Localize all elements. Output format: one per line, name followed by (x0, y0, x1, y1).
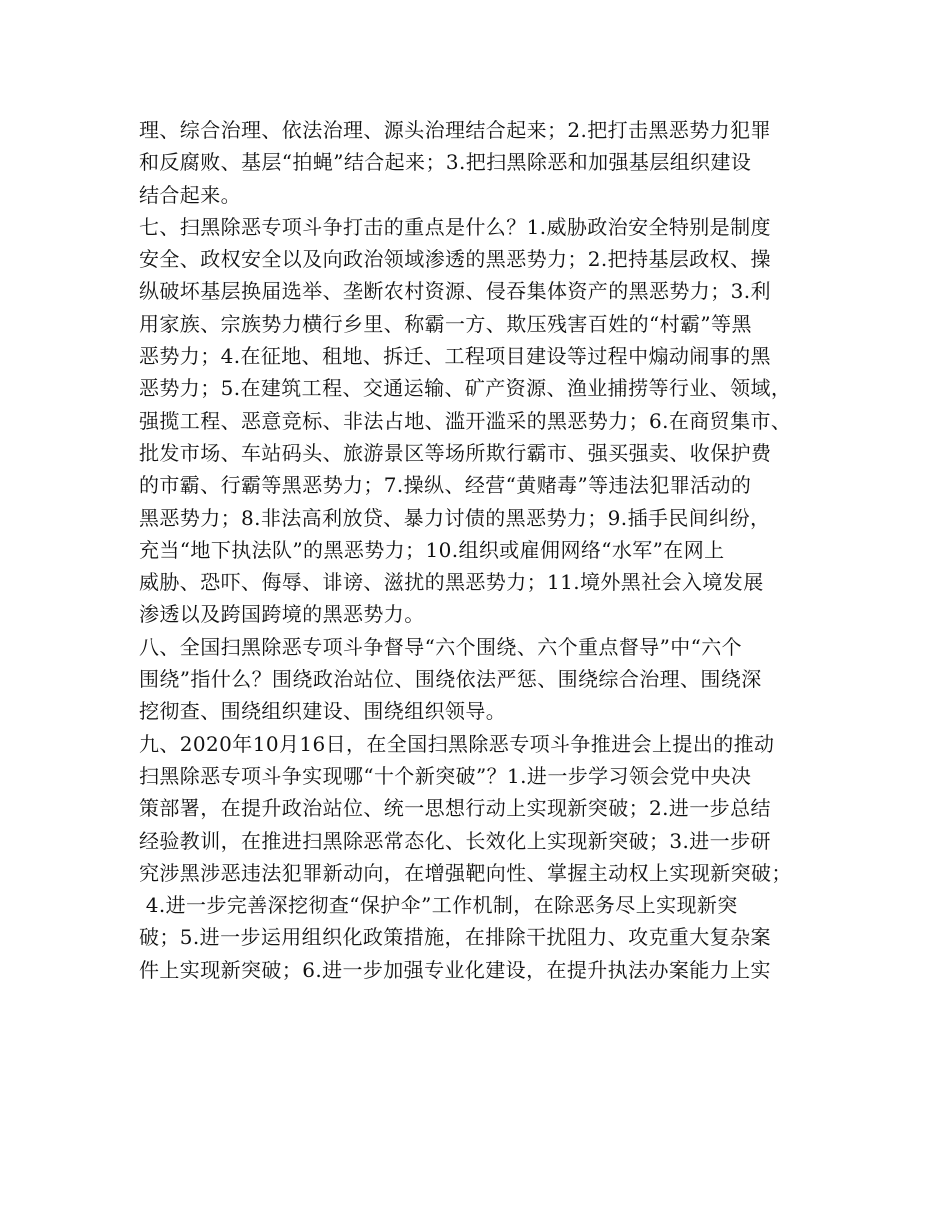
text-line: 安全、政权安全以及向政治领域渗透的黑恶势力；2.把持基层政权、操 (139, 247, 771, 272)
text-line: 和反腐败、基层“拍蝇”结合起来；3.把扫黑除恶和加强基层组织建设 (139, 150, 752, 175)
document-body (139, 114, 829, 986)
text-line: 九、2020年10月16日，在全国扫黑除恶专项斗争推进会上提出的推动 (139, 731, 775, 756)
text-line: 充当“地下执法队”的黑恶势力；10.组织或雇佣网络“水军”在网上 (139, 537, 725, 562)
text-line: 经验教训，在推进扫黑除恶常态化、长效化上实现新突破；3.进一步研 (139, 828, 771, 853)
text-line: 策部署，在提升政治站位、统一思想行动上实现新突破；2.进一步总结 (139, 796, 771, 821)
text-line: 批发市场、车站码头、旅游景区等场所欺行霸市、强买强卖、收保护费 (139, 440, 772, 465)
text-line: 的市霸、行霸等黑恶势力；7.操纵、经营“黄赌毒”等违法犯罪活动的 (139, 473, 752, 498)
text-line: 件上实现新突破；6.进一步加强专业化建设，在提升执法办案能力上实 (139, 957, 771, 982)
text-line: 用家族、宗族势力横行乡里、称霸一方、欺压残害百姓的“村霸”等黑 (139, 311, 752, 336)
text-line: 威胁、恐吓、侮辱、诽谤、滋扰的黑恶势力；11.境外黑社会入境发展 (139, 570, 764, 595)
text-line: 4.进一步完善深挖彻查“保护伞”工作机制，在除恶务尽上实现新突 (139, 893, 738, 918)
text-line: 七、扫黑除恶专项斗争打击的重点是什么？1.威胁政治安全特别是制度 (139, 214, 771, 239)
text-line: 恶势力；4.在征地、租地、拆迁、工程项目建设等过程中煽动闹事的黑 (139, 344, 771, 369)
text-line: 渗透以及跨国跨境的黑恶势力。 (139, 602, 425, 627)
text-line: 结合起来。 (139, 182, 241, 207)
text-line: 强揽工程、恶意竞标、非法占地、滥开滥采的黑恶势力；6.在商贸集市、 (139, 408, 792, 433)
text-line: 八、全国扫黑除恶专项斗争督导“六个围绕、六个重点督导”中“六个 (139, 634, 743, 659)
text-line: 围绕”指什么？围绕政治站位、围绕依法严惩、围绕综合治理、围绕深 (139, 667, 762, 692)
text-line: 破；5.进一步运用组织化政策措施，在排除干扰阻力、攻克重大复杂案 (139, 925, 771, 950)
text-line: 挖彻查、围绕组织建设、围绕组织领导。 (139, 699, 507, 724)
text-line: 究涉黑涉恶违法犯罪新动向，在增强靶向性、掌握主动权上实现新突破； (139, 860, 792, 885)
text-line: 理、综合治理、依法治理、源头治理结合起来；2.把打击黑恶势力犯罪 (139, 118, 771, 142)
text-line: 纵破坏基层换届选举、垄断农村资源、侵吞集体资产的黑恶势力；3.利 (139, 279, 771, 304)
text-line: 黑恶势力；8.非法高利放贷、暴力讨债的黑恶势力；9.插手民间纠纷， (139, 505, 771, 530)
text-line: 扫黑除恶专项斗争实现哪“十个新突破”？1.进一步学习领会党中央决 (139, 763, 752, 788)
text-line: 恶势力；5.在建筑工程、交通运输、矿产资源、渔业捕捞等行业、领域， (139, 376, 792, 401)
